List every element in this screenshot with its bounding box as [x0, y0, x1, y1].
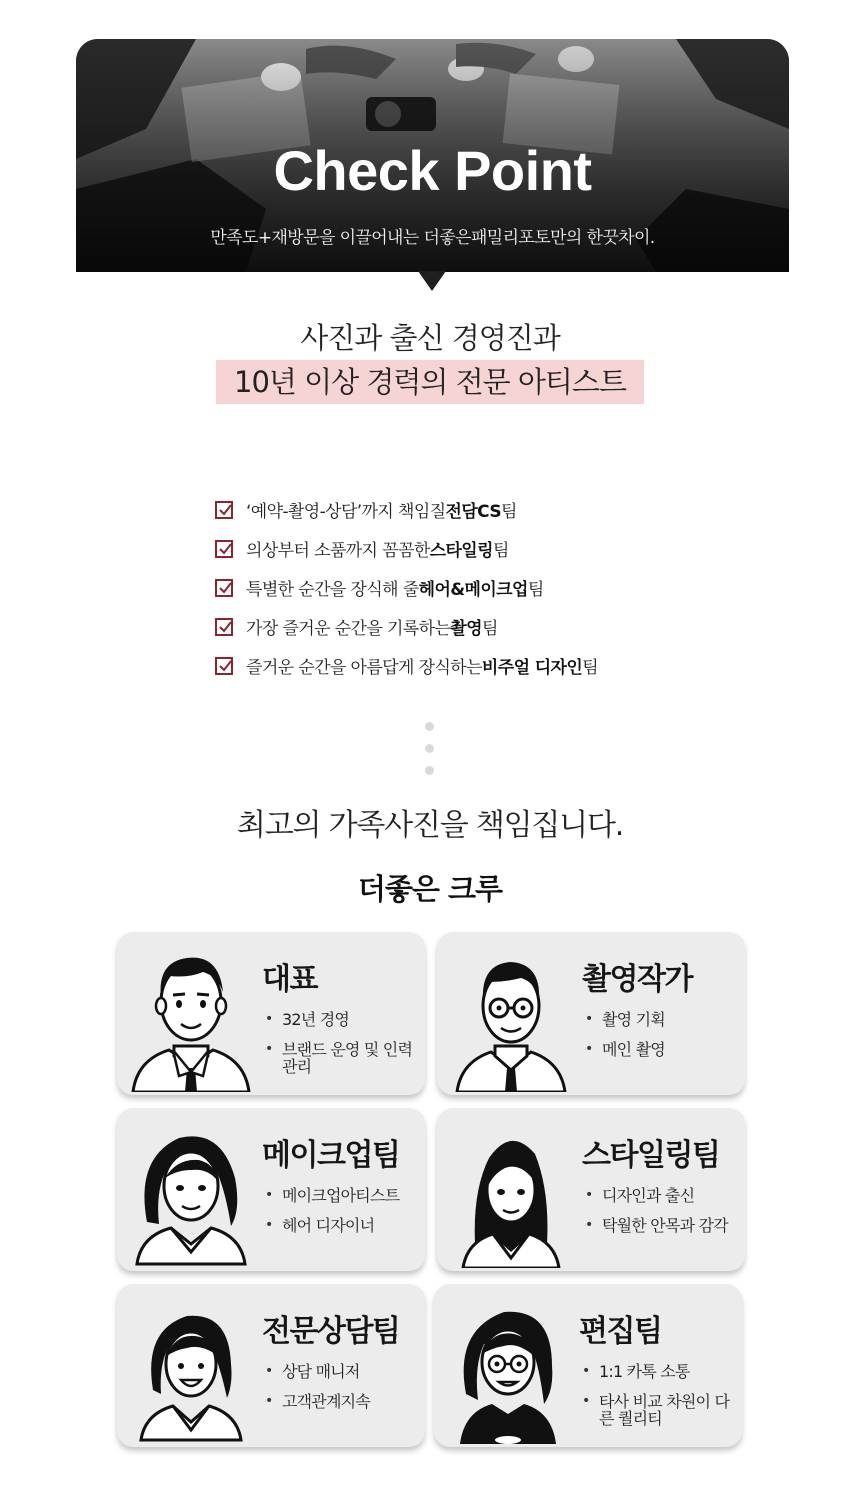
crew-card — [437, 932, 745, 1095]
hero-pointer — [418, 271, 446, 291]
checkpoint-item — [215, 490, 598, 529]
checkpoint-text: ‘예약-촬영-상담’까지 책임질 — [246, 502, 446, 522]
headline-line-1: 사진과 출신 경영진과 — [300, 321, 560, 355]
divider-dot — [425, 744, 434, 753]
crew-role: 대표 — [262, 962, 317, 997]
crew-role: 전문상담팀 — [262, 1314, 400, 1349]
hero-banner — [76, 39, 789, 272]
crew-points — [262, 1011, 422, 1088]
checkpoint-bold: 스타일링 — [429, 541, 493, 561]
checkpoint-bold: 촬영 — [450, 619, 482, 639]
crew-card — [437, 1108, 745, 1271]
checkpoint-item — [215, 529, 598, 568]
man-tie-avatar-icon — [129, 942, 253, 1092]
crew-role: 스타일링팀 — [582, 1138, 720, 1173]
checkpoint-text: 즐거운 순간을 아름답게 장식하는 — [246, 658, 482, 678]
crew-point: • 브랜드 운영 및 인력 관리 — [262, 1041, 422, 1075]
hero-subtitle: 만족도+재방문을 이끌어내는 더좋은패밀리포토만의 한끗차이. — [210, 228, 655, 248]
divider-dot — [425, 766, 434, 775]
crew-point: • 고객관계지속 — [262, 1393, 422, 1410]
crew-point: • 상담 매니저 — [262, 1363, 422, 1380]
woman-bob-avatar-icon — [129, 1118, 253, 1268]
crew-title: 더좋은 크루 — [357, 872, 503, 906]
crew-role: 편집팀 — [579, 1314, 662, 1349]
checkpoint-text: 의상부터 소품까지 꼼꼼한 — [246, 541, 430, 561]
checkpoint-suffix: 팀 — [582, 658, 599, 678]
crew-point: • 헤어 디자이너 — [262, 1217, 422, 1234]
checkpoint-suffix: 팀 — [527, 580, 544, 600]
hero-title: Check Point — [273, 139, 592, 202]
crew-points — [579, 1363, 739, 1440]
crew-point: • 타사 비교 차원이 다른 퀄리티 — [579, 1393, 739, 1427]
crew-points — [262, 1363, 422, 1423]
crew-role: 메이크업팀 — [262, 1138, 400, 1173]
crew-card — [117, 1108, 425, 1271]
checkpoint-item — [215, 607, 598, 646]
checkpoint-text: 가장 즐거운 순간을 기록하는 — [246, 619, 451, 639]
crew-points — [582, 1187, 742, 1247]
woman-glasses-avatar-icon — [446, 1294, 570, 1444]
checkbox-checked-icon — [215, 540, 233, 558]
divider-dot — [425, 722, 434, 731]
checkpoint-suffix: 팀 — [501, 502, 517, 522]
crew-point: • 탁월한 안목과 감각 — [582, 1217, 742, 1234]
woman-long-hair-avatar-icon — [449, 1118, 573, 1268]
man-glasses-avatar-icon — [449, 942, 573, 1092]
crew-points — [582, 1011, 742, 1071]
checkpoint-suffix: 팀 — [481, 619, 498, 639]
section-tagline: 최고의 가족사진을 책임집니다. — [236, 808, 624, 843]
checkbox-checked-icon — [215, 618, 233, 636]
crew-card — [117, 1284, 425, 1447]
crew-points — [262, 1187, 422, 1247]
crew-point: • 32년 경영 — [262, 1011, 422, 1028]
woman-short-hair-avatar-icon — [129, 1294, 253, 1444]
checkbox-checked-icon — [215, 579, 233, 597]
checkbox-checked-icon — [215, 501, 233, 519]
crew-point: • 1:1 카톡 소통 — [579, 1363, 739, 1380]
crew-card — [434, 1284, 742, 1447]
checkpoint-bold: 비주얼 디자인 — [481, 658, 583, 678]
crew-point: • 디자인과 출신 — [582, 1187, 742, 1204]
checkpoint-bold: 헤어&메이크업 — [418, 580, 528, 600]
checkpoint-text: 특별한 순간을 장식해 줄 — [246, 580, 419, 600]
checkbox-checked-icon — [215, 657, 233, 675]
checkpoint-list — [215, 490, 598, 685]
checkpoint-bold: 전담CS — [445, 502, 502, 522]
crew-point: • 메이크업아티스트 — [262, 1187, 422, 1204]
checkpoint-item — [215, 646, 598, 685]
crew-point: • 메인 촬영 — [582, 1041, 742, 1058]
crew-point: • 촬영 기획 — [582, 1011, 742, 1028]
checkpoint-suffix: 팀 — [492, 541, 509, 561]
crew-role: 촬영작가 — [582, 962, 692, 997]
crew-card — [117, 932, 425, 1095]
headline-line-2-highlight: 10년 이상 경력의 전문 아티스트 — [216, 360, 644, 404]
checkpoint-item — [215, 568, 598, 607]
